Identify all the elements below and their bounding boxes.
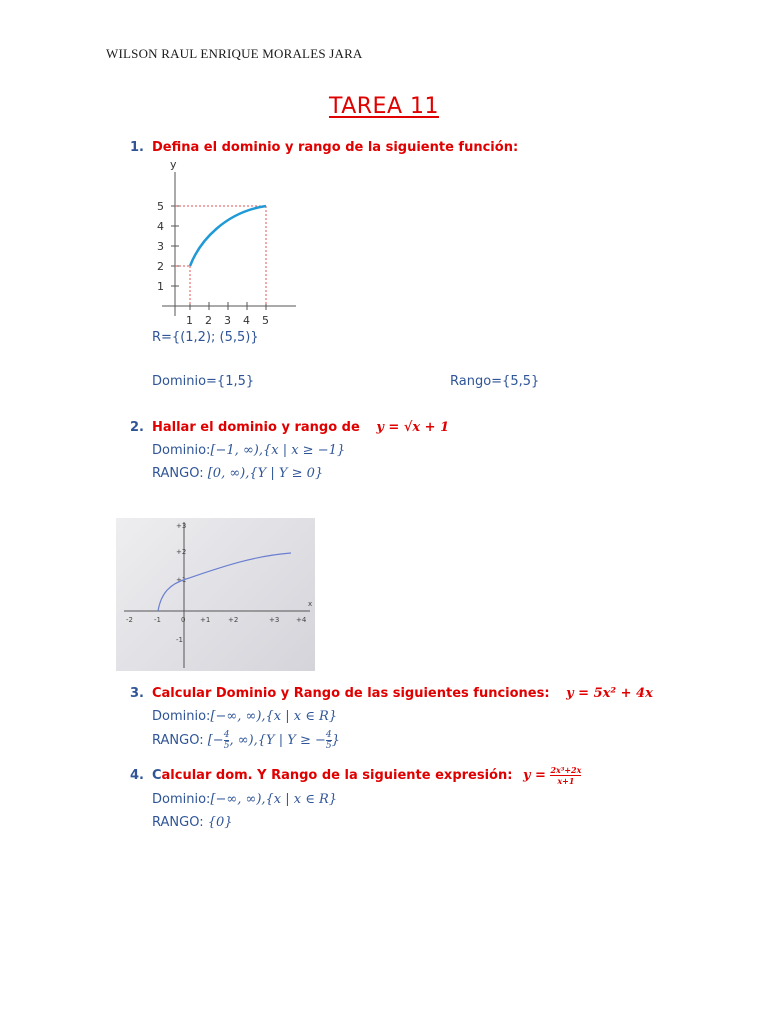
dominio-label: Dominio: [152, 443, 211, 458]
question-3 [130, 686, 653, 701]
y-tick-neg1: -1 [176, 636, 183, 644]
x-tick-2: 2 [205, 314, 212, 327]
y-ticks [157, 200, 179, 293]
q2-rango [152, 466, 323, 481]
rango-value: {0} [207, 815, 233, 830]
x-tick--1: -1 [154, 616, 161, 624]
x-tick-1: 1 [186, 314, 193, 327]
y-tick-2: 2 [157, 260, 164, 273]
fraction-4-5: $\frac{4}{5}$ [325, 730, 332, 751]
x-tick-4: 4 [243, 314, 250, 327]
dominio-label: Dominio: [152, 792, 211, 807]
question-number: 1. [130, 140, 144, 155]
q2-formula: y = √x + 1 [376, 420, 450, 435]
question-1 [130, 140, 518, 155]
dominio-value: [−∞, ∞),{x | x ∈ R} [210, 709, 338, 724]
x-tick-4: +4 [296, 616, 307, 624]
sqrt-graph [116, 518, 315, 671]
q4-formula: y = $\frac{\text{2x³+2x}}{x+1}$ [522, 765, 582, 786]
function-curve [190, 206, 266, 266]
q3-formula: y = 5x² + 4x [566, 686, 653, 701]
author-name: WILSON RAUL ENRIQUE MORALES JARA [106, 46, 363, 61]
question-text: Defina el dominio y rango de la siguiente función: [151, 140, 519, 155]
x-tick-2: +2 [228, 616, 239, 624]
q2-dominio [152, 443, 345, 458]
question-2 [130, 420, 449, 435]
y-tick-3: +3 [176, 522, 187, 530]
x-tick--2: -2 [126, 616, 133, 624]
y-tick-3: 3 [157, 240, 164, 253]
q1-rango: Rango={5,5} [450, 374, 540, 389]
page-title: TAREA 11 [328, 94, 439, 119]
rango-label: RANGO: [152, 733, 204, 748]
question-text: alcular dom. Y Rango de la siguiente expresión: [161, 768, 513, 783]
q1-dominio: Dominio={1,5} [152, 374, 255, 389]
guide-lines [175, 206, 266, 306]
function-graph [148, 158, 298, 330]
q4-rango [152, 815, 233, 830]
x-tick-5: 5 [262, 314, 269, 327]
q3-rango [152, 730, 340, 751]
x-axis-label: x [308, 600, 313, 608]
dominio-label: Dominio: [152, 709, 211, 724]
question-number: 4. [130, 768, 144, 783]
y-tick-1: 1 [157, 280, 164, 293]
question-text: Hallar el dominio y rango de [151, 420, 360, 435]
y-tick-4: 4 [157, 220, 164, 233]
q4-dominio [152, 792, 337, 807]
dominio-value: [−∞, ∞),{x | x ∈ R} [210, 792, 338, 807]
rango-value: [− $\frac{4}{5}$ , ∞),{Y | Y ≥ − $\frac{4}{5}$ } [207, 730, 340, 751]
question-number: 3. [130, 686, 144, 701]
fraction-4-5: $\frac{4}{5}$ [223, 730, 230, 751]
relation-set: R={(1,2); (5,5)} [152, 330, 259, 345]
y-tick-2: +2 [176, 548, 187, 556]
q3-dominio [152, 709, 337, 724]
rango-label: RANGO: [152, 466, 204, 481]
graph-photo [116, 518, 315, 671]
rango-label: RANGO: [152, 815, 204, 830]
question-4: 4. Calcular dom. Y Rango de la siguiente expresión: y = $\frac{\text{2x³+2x}}{x+1}$ [130, 765, 582, 786]
dominio-value: [−1, ∞),{x | x ≥ −1} [210, 443, 346, 458]
rango-value: [0, ∞),{Y | Y ≥ 0} [207, 466, 324, 481]
x-tick-1: +1 [200, 616, 211, 624]
y-tick-5: 5 [157, 200, 164, 213]
y-tick-1: +1 [176, 576, 187, 584]
x-tick-0: 0 [181, 616, 186, 624]
question-number: 2. [130, 420, 144, 435]
sqrt-curve [158, 553, 291, 611]
x-tick-3: 3 [224, 314, 231, 327]
question-text: Calcular Dominio y Rango de las siguientes funciones: [151, 686, 550, 701]
y-axis-label: y [170, 158, 177, 171]
x-tick-3: +3 [269, 616, 280, 624]
